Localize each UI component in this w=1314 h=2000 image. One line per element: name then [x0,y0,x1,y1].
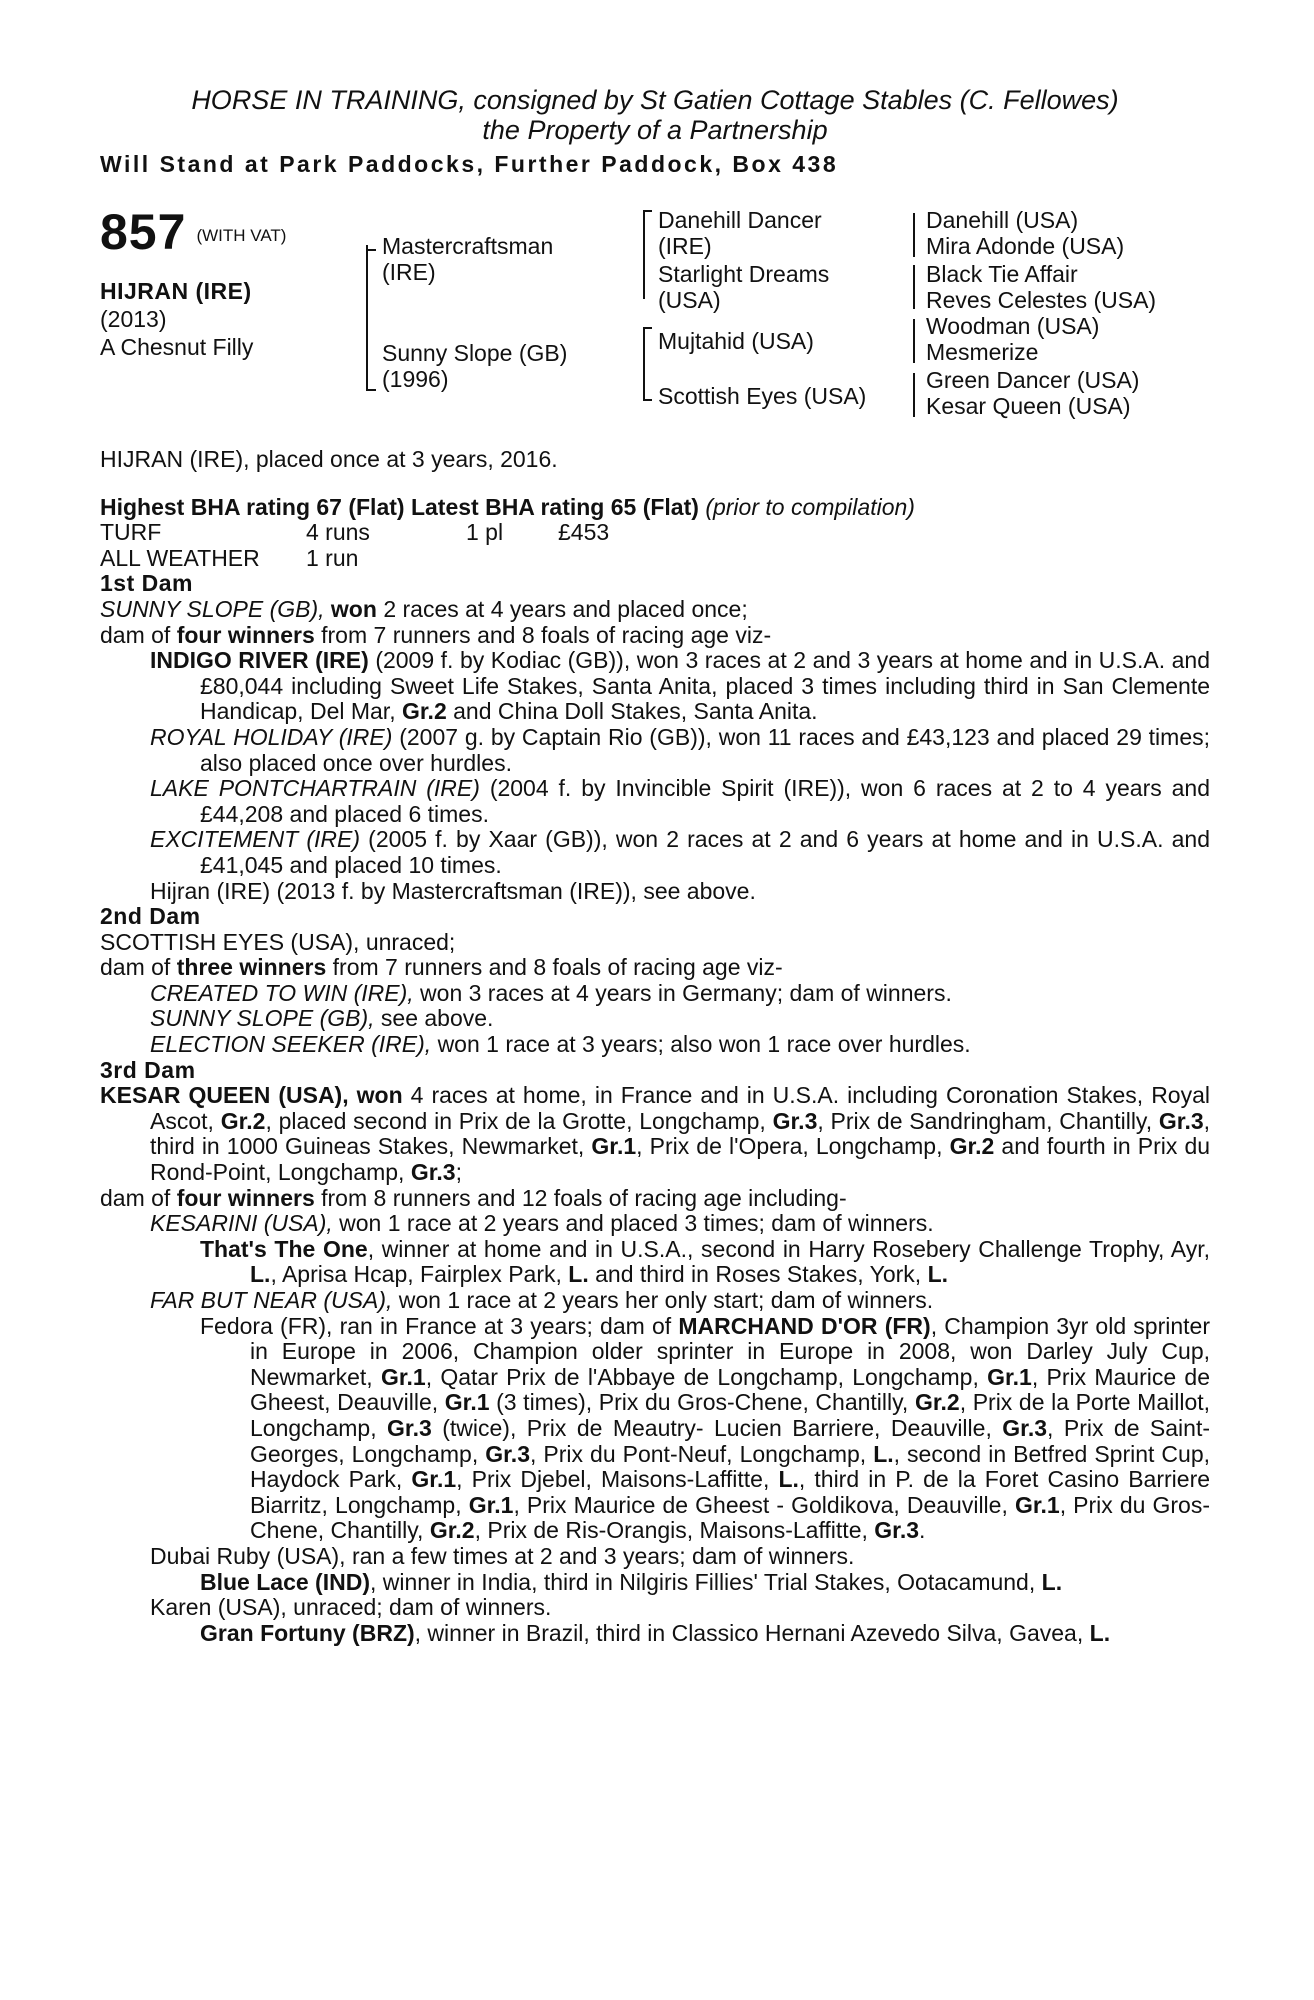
sds: Black Tie Affair [926,261,1078,287]
progeny-gran-fortuny: Gran Fortuny (BRZ), winner in Brazil, third in Classico Hernani Azevedo Silva, Gavea, L. [200,1619,1111,1646]
progeny-far-but-near: FAR BUT NEAR (USA), won 1 race at 2 years her only start; dam of winners. [150,1287,934,1313]
second-dam-produce: dam of three winners from 7 runners and 8 foals of racing age viz- [100,954,783,981]
first-dam-produce: dam of four winners from 7 runners and 8 foals of racing age viz- [100,621,772,648]
catalogue-page [100,85,1211,1646]
progeny-dubai-ruby: Dubai Ruby (USA), ran a few times at 2 and 3 years; dam of winners. [150,1542,855,1569]
record-body [100,447,1210,1646]
sss: Danehill (USA) [926,207,1079,233]
progeny-royal-holiday: ROYAL HOLIDAY (IRE) (2007 g. by Captain Rio (GB)), won 11 races and £43,123 and placed 29 times; also placed once over hurdles. [150,723,1211,776]
dds: Green Dancer (USA) [926,367,1140,393]
sire-bracket [366,245,368,391]
aw-row: ALL WEATHER 1 run [100,544,359,571]
second-dam-title: 2nd Dam [100,903,201,930]
progeny-fedora: Fedora (FR), ran in France at 3 years; dam of MARCHAND D'OR (FR), Champion 3yr old sprinter in Europe in 2006, Champion older sprinter in Europe in 2008, won Darley July Cup, Newmarket, Gr.1, Qatar Prix de l'Abbaye de Longchamp, Longchamp, Gr.1, Prix Maurice de Gheest, Deauville, Gr.1 (3 times), Prix du Gros-Chene, Chantilly, Gr.2, Prix de la Porte Maillot, Longchamp, Gr.3 (twice), Prix de Meautry- Lucien Barriere, Deauville, Gr.3, Prix de Saint-Georges, Longchamp, Gr.3, Prix du Pont-Neuf, Longchamp, L., second in Betfred Sprint Cup, Haydock Park, Gr.1, Prix Djebel, Maisons-Laffitte, L., third in P. de la Foret Casino Barriere Biarritz, Longchamp, Gr.1, Prix Maurice de Gheest - Goldikova, Deauville, Gr.1, Prix du Gros-Chene, Chantilly, Gr.2, Prix de Ris-Orangis, Maisons-Laffitte, Gr.3. [200,1312,1211,1544]
progeny-hijran: Hijran (IRE) (2013 f. by Mastercraftsman (IRE)), see above. [150,877,756,904]
stand-line: Will Stand at Park Paddocks, Further Paddock, Box 438 [100,151,839,177]
horse-name: HIJRAN (IRE) [100,277,252,304]
foaling-year: (2013) [100,305,167,332]
progeny-created-to-win: CREATED TO WIN (IRE), won 3 races at 4 years in Germany; dam of winners. [150,979,952,1006]
sdd: Reves Celestes (USA) [926,287,1157,313]
summary-line: HIJRAN (IRE), placed once at 3 years, 2016. [100,446,558,472]
ssd: Mira Adonde (USA) [926,233,1125,259]
sire-sire: Danehill Dancer (IRE) [658,207,822,259]
first-dam-title: 1st Dam [100,570,193,597]
third-dam-produce: dam of four winners from 8 runners and 12 foals of racing age including- [100,1184,847,1211]
progeny-lake-pontchartrain: LAKE PONTCHARTRAIN (IRE) (2004 f. by Invincible Spirit (IRE)), won 6 races at 2 to 4 years and £44,208 and placed 6 times. [150,775,1210,827]
lot-block [100,205,340,361]
progeny-kesarini: KESARINI (USA), won 1 race at 2 years and placed 3 times; dam of winners. [150,1210,934,1237]
second-dam-line: SCOTTISH EYES (USA), unraced; [100,928,456,955]
sire: Mastercraftsman (IRE) [382,233,554,285]
third-dam-line: KESAR QUEEN (USA), won 4 races at home, in France and in U.S.A. including Coronation Stakes, Royal Ascot, Gr.2, placed second in Prix de la Grotte, Longchamp, Gr.3, Prix de Sandringham, Chantilly, Gr.3, third in 1000 Guineas Stakes, Newmarket, Gr.1, Prix de l'Opera, Longchamp, Gr.2 and fourth in Prix du Rond-Point, Longchamp, Gr.3; [100,1082,1211,1186]
lot-number: 857 (WITH VAT) [100,204,287,260]
dam: Sunny Slope (GB) (1996) [382,340,568,392]
turf-row: TURF 4 runs 1 pl £453 [100,519,610,546]
progeny-thats-the-one: That's The One, winner at home and in U.S.A., second in Harry Rosebery Challenge Trophy, Ayr, L., Aprisa Hcap, Fairplex Park, L. and third in Roses Stakes, York, L. [200,1235,1211,1288]
progeny-election-seeker: ELECTION SEEKER (IRE), won 1 race at 3 years; also won 1 race over hurdles. [150,1031,971,1058]
property-line: the Property of a Partnership [482,115,828,145]
dam-sire: Mujtahid (USA) [658,328,814,354]
dsd: Mesmerize [926,339,1039,365]
first-dam-line: SUNNY SLOPE (GB), won 2 races at 4 years and placed once; [100,595,748,622]
sire-dam: Starlight Dreams (USA) [658,261,830,313]
progeny-indigo-river: INDIGO RIVER (IRE) (2009 f. by Kodiac (GB)), won 3 races at 2 and 3 years at home and in U.S.A. and £80,044 including Sweet Life Stakes, Santa Anita, placed 3 times including third in San Clemente Handicap, Del Mar, Gr.2 and China Doll Stakes, Santa Anita. [150,647,1211,725]
progeny-sunny-slope: SUNNY SLOPE (GB), see above. [150,1005,494,1032]
progeny-karen: Karen (USA), unraced; dam of winners. [150,1594,552,1621]
dss: Woodman (USA) [926,313,1100,339]
consignor-line: HORSE IN TRAINING, consigned by St Gatien Cottage Stables (C. Fellowes) [191,85,1119,115]
horse-description: A Chesnut Filly [100,333,254,360]
vat-note: (WITH VAT) [196,225,287,245]
progeny-excitement: EXCITEMENT (IRE) (2005 f. by Xaar (GB)), won 2 races at 2 and 6 years at home and in U.S.A. and £41,045 and placed 10 times. [150,826,1211,878]
dam-dam: Scottish Eyes (USA) [658,383,867,409]
ratings-line: Highest BHA rating 67 (Flat) Latest BHA rating 65 (Flat) (prior to compilation) [100,493,915,520]
third-dam-title: 3rd Dam [100,1056,196,1083]
progeny-blue-lace: Blue Lace (IND), winner in India, third in Nilgiris Fillies' Trial Stakes, Ootacamund, L. [200,1568,1063,1595]
ddd: Kesar Queen (USA) [926,393,1131,419]
